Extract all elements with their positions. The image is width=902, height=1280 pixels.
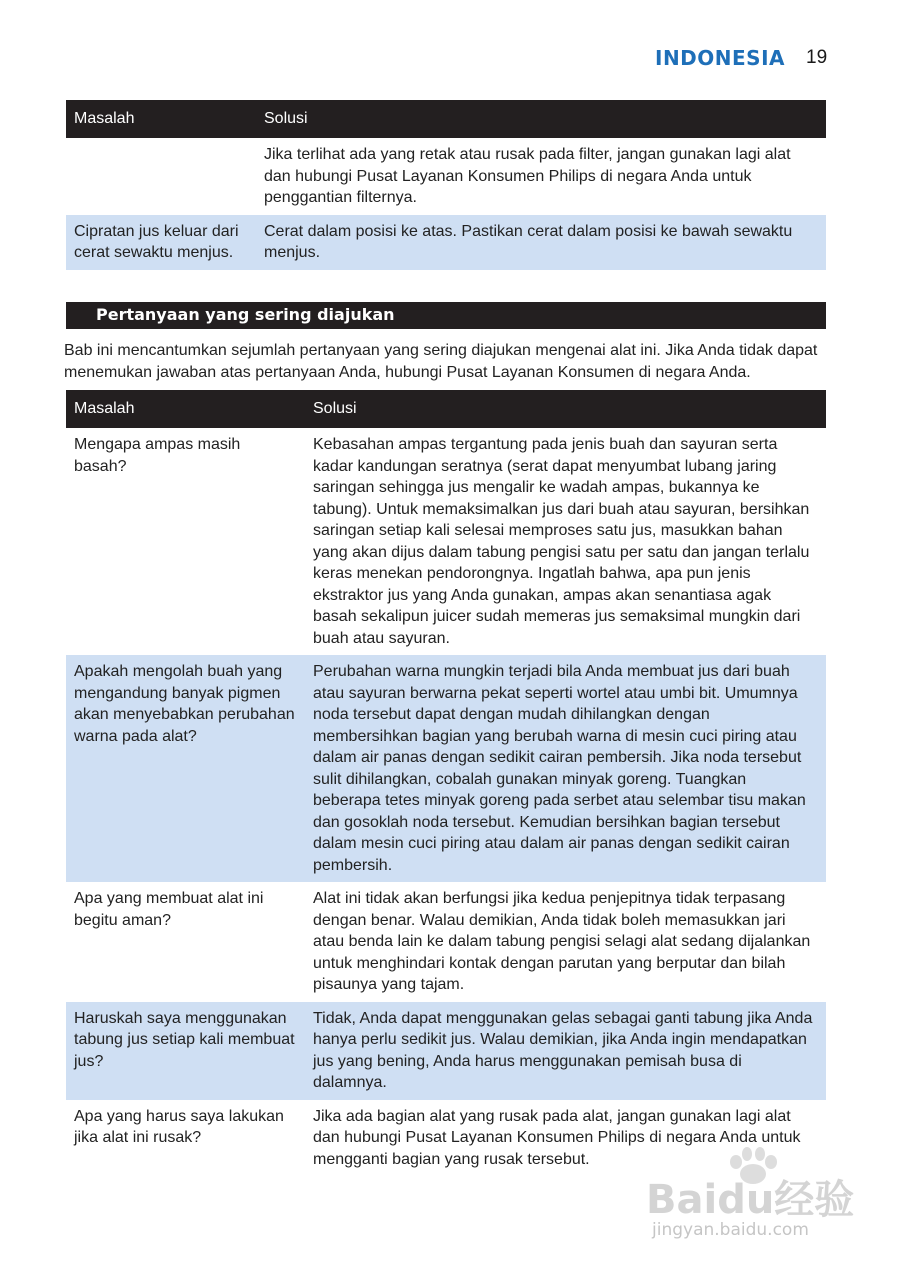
problem-cell: Apakah mengolah buah yang mengandung banyak pigmen akan menyebabkan perubahan warna pada alat? — [66, 655, 305, 882]
problem-cell — [66, 138, 256, 215]
language-label: INDONESIA — [655, 46, 786, 70]
section-title: Pertanyaan yang sering diajukan — [96, 305, 395, 324]
solution-cell: Alat ini tidak akan berfungsi jika kedua penjepitnya tidak terpasang dengan benar. Walau demikian, Anda tidak boleh memasukkan jari atau benda lain ke dalam tabung pengisi selagi alat sedang dijalankan untuk menghindari kontak dengan parutan yang berputar dan bilah pisaunya yang tajam. — [313, 890, 811, 993]
solution-cell: Cerat dalam posisi ke atas. Pastikan cerat dalam posisi ke bawah sewaktu menjus. — [256, 215, 826, 270]
solution-cell: Kebasahan ampas tergantung pada jenis buah dan sayuran serta kadar kandungan seratnya (serat dapat menyumbat lubang jaring saringan sehingga jus mengalir ke wadah ampas, bukannya ke tabung). Untuk memaksimalkan jus dari buah atau sayuran, bersihkan saringan setiap kali selesai memproses satu jus, masukkan bahan yang akan dijus dalam tabung pengisi satu per satu dan jangan terlalu keras menekan pendorongnya. Ingatlah bahwa, apa pun jenis ekstraktor jus yang Anda gunakan, ampas akan senantiasa agak basah sekalipun juicer sudah memeras jus semaksimal mungkin dari buah atau sayuran. — [313, 436, 810, 647]
column-header-solution: Solusi — [256, 100, 826, 138]
table-row — [66, 138, 826, 215]
problem-cell: Mengapa ampas masih basah? — [74, 436, 241, 475]
watermark-logo: Baidu经验 — [646, 1177, 855, 1223]
table-row — [66, 1100, 826, 1177]
table-row — [66, 882, 826, 1002]
table-header-row — [66, 100, 826, 138]
page-number: 19 — [806, 47, 828, 68]
troubleshooting-table — [66, 100, 826, 270]
column-header-solution: Solusi — [305, 390, 826, 428]
problem-cell: Apa yang harus saya lakukan jika alat ini rusak? — [74, 1107, 284, 1146]
table-row — [66, 215, 826, 270]
solution-cell: Jika ada bagian alat yang rusak pada alat, jangan gunakan lagi alat dan hubungi Pusat Layanan Konsumen Philips di negara Anda untuk mengganti bagian yang rusak tersebut. — [313, 1107, 801, 1168]
table-header-row — [66, 390, 826, 428]
table-row — [66, 1002, 826, 1100]
section-intro: Bab ini mencantumkan sejumlah pertanyaan yang sering diajukan mengenai alat ini. Jika Anda tidak dapat menemukan jawaban atas pertanyaan Anda, hubungi Pusat Layanan Konsumen di negara Anda. — [64, 342, 818, 381]
problem-cell: Apa yang membuat alat ini begitu aman? — [74, 890, 264, 929]
solution-cell: Perubahan warna mungkin terjadi bila Anda membuat jus dari buah atau sayuran berwarna pekat seperti wortel atau umbi bit. Umumnya noda tersebut dapat dengan mudah dihilangkan dengan membersihkan bagian yang berubah warna di mesin cuci piring atau dalam air panas dengan sedikit cairan pembersih. Jika noda tersebut sulit dihilangkan, cobalah gunakan minyak goreng. Tuangkan beberapa tetes minyak goreng pada serbet atau selembar tisu makan dan gosoklah noda tersebut. Kemudian bersihkan bagian tersebut dalam mesin cuci piring atau dalam air panas dengan sedikit cairan pembersih. — [305, 655, 826, 882]
faq-table — [66, 390, 826, 1176]
table-row — [66, 428, 826, 655]
column-header-problem: Masalah — [66, 100, 256, 138]
solution-cell: Tidak, Anda dapat menggunakan gelas sebagai ganti tabung jika Anda hanya perlu sedikit jus. Walau demikian, jika Anda ingin mendapatkan jus yang bening, Anda harus menggunakan pemisah busa di dalamnya. — [305, 1002, 826, 1100]
problem-cell: Haruskah saya menggunakan tabung jus setiap kali membuat jus? — [66, 1002, 305, 1100]
watermark-url: jingyan.baidu.com — [652, 1220, 809, 1240]
table-row — [66, 655, 826, 882]
column-header-problem: Masalah — [66, 390, 305, 428]
problem-cell: Cipratan jus keluar dari cerat sewaktu menjus. — [66, 215, 256, 270]
solution-cell: Jika terlihat ada yang retak atau rusak pada filter, jangan gunakan lagi alat dan hubungi Pusat Layanan Konsumen Philips di negara Anda untuk penggantian filternya. — [264, 146, 791, 206]
